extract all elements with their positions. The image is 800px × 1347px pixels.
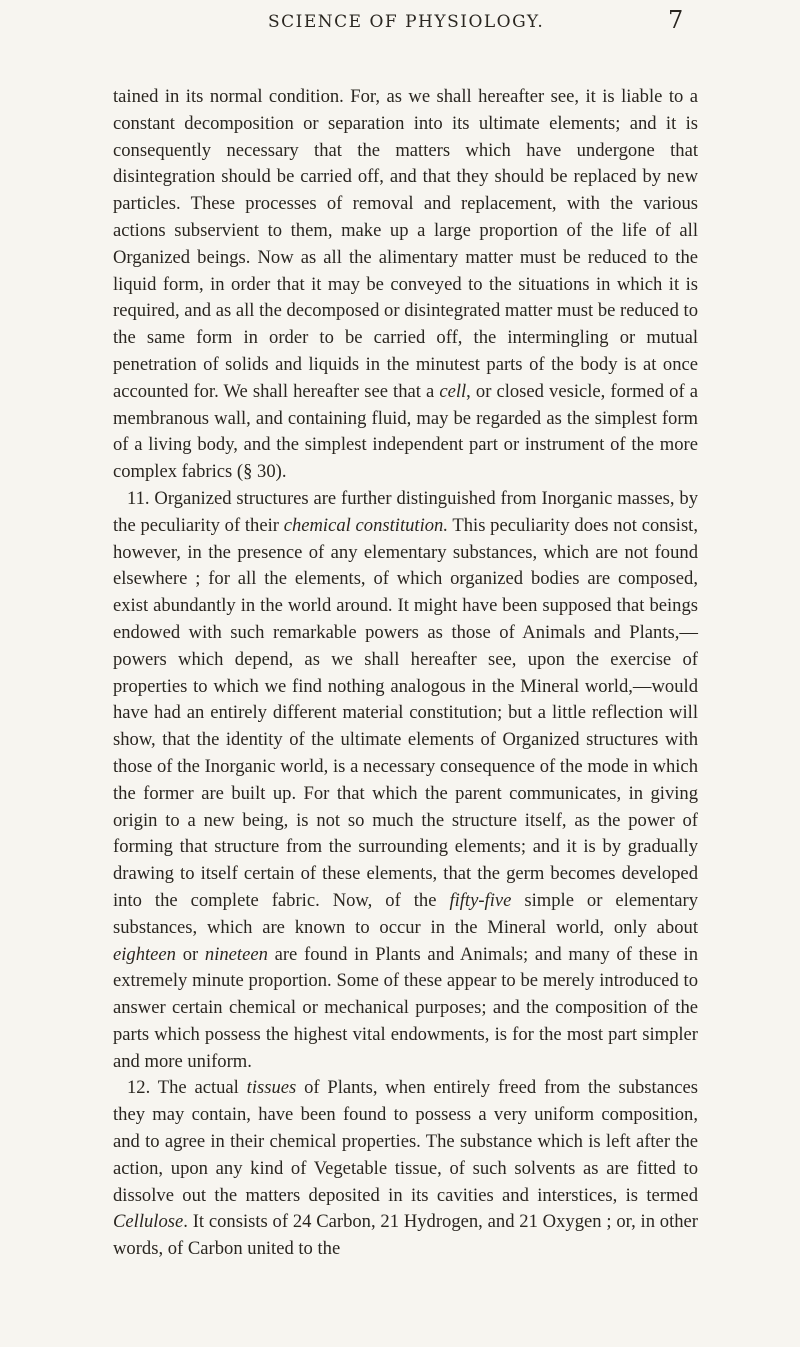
italic-term: Cellulose xyxy=(113,1211,184,1233)
paragraph xyxy=(113,486,698,1076)
text-run: This peculiarity does not consist, however, in the presence of any elementary substances, which are not found elsewhere ; for all the elements, of which organized bodies are composed, exist abundantly in the world around. It might have been supposed that beings endowed with such remarkable powers as those of Animals and Plants,— powers which depend, as we shall hereafter see, upon the exercise of properties to which we find nothing analogous in the Mineral world,—would have had an entirely different material constitution; but a little reflection will show, that the identity of the ultimate elements of Organized structures with those of the Inorganic world, is a necessary consequence of the mode in which the former are built up. For that which the parent communicates, in giving origin to a new being, is not so much the structure itself, as the power of forming that structure from the surrounding elements; and it is by gradually drawing to itself certain of these elements, that the germ becomes developed into the complete fabric. Now, of the xyxy=(113,514,698,911)
paragraph xyxy=(113,1075,698,1263)
text-run: or xyxy=(175,943,205,965)
text-run: 12. The actual xyxy=(127,1077,247,1099)
text-run: tained in its normal condition. For, as we shall hereafter see, it is liable to a constant decomposition or separation into its ultimate elements; and it is consequently necessary that the matters which have undergone that disintegration should be carried off, and that they should be replaced by new particles. These processes of removal and replacement, with the various actions subservient to them, make up a large proportion of the life of all Organized beings. Now as all the alimentary matter must be reduced to the liquid form, in order that it may be conveyed to the situations in which it is required, and as all the decomposed or disintegrated matter must be reduced to the same form in order to be carried off, the intermingling or mutual penetration of solids and liquids in the minutest parts of the body is at once accounted for. We shall hereafter see that a xyxy=(113,86,698,402)
italic-term: eighteen xyxy=(113,943,176,965)
body-text xyxy=(113,84,698,1263)
italic-term: cell xyxy=(439,380,467,402)
text-run: , or closed vesicle, formed of a membranous wall, and containing fluid, may be regarded as the simplest form of a living body, and the simplest independent part or instrument of the more complex fabrics (§ 30). xyxy=(113,380,698,483)
text-run: of Plants, when entirely freed from the substances they may contain, have been found to possess a very uniform composition, and to agree in their chemical properties. The substance which is left after the action, upon any kind of Vegetable tissue, of such solvents as are fitted to dissolve out the matters deposited in its cavities and interstices, is termed xyxy=(113,1077,698,1206)
italic-term: fifty-five xyxy=(449,889,512,911)
page-number: 7 xyxy=(668,6,684,34)
running-title: SCIENCE OF PHYSIOLOGY. xyxy=(268,12,545,32)
text-run: simple or elementary substances, which are known to occur in the Mineral world, only about xyxy=(113,889,698,938)
text-run: . It consists of 24 Carbon, 21 Hydrogen, and 21 Oxygen ; or, in other words, of Carbon united to the xyxy=(113,1211,698,1260)
text-run: 11. Organized structures are further distinguished from Inorganic masses, by the peculiarity of their xyxy=(113,487,698,536)
italic-term: chemical constitution. xyxy=(283,514,448,536)
italic-term: nineteen xyxy=(204,943,268,965)
text-run: are found in Plants and Animals; and many of these in extremely minute proportion. Some of these appear to be merely introduced to answer certain chemical or mechanical purposes; and the composition of the parts which possess the highest vital endowments, is for the most part simpler and more uniform. xyxy=(113,943,699,1072)
paragraph xyxy=(113,84,698,486)
italic-term: tissues xyxy=(246,1077,297,1099)
running-head xyxy=(0,6,800,40)
